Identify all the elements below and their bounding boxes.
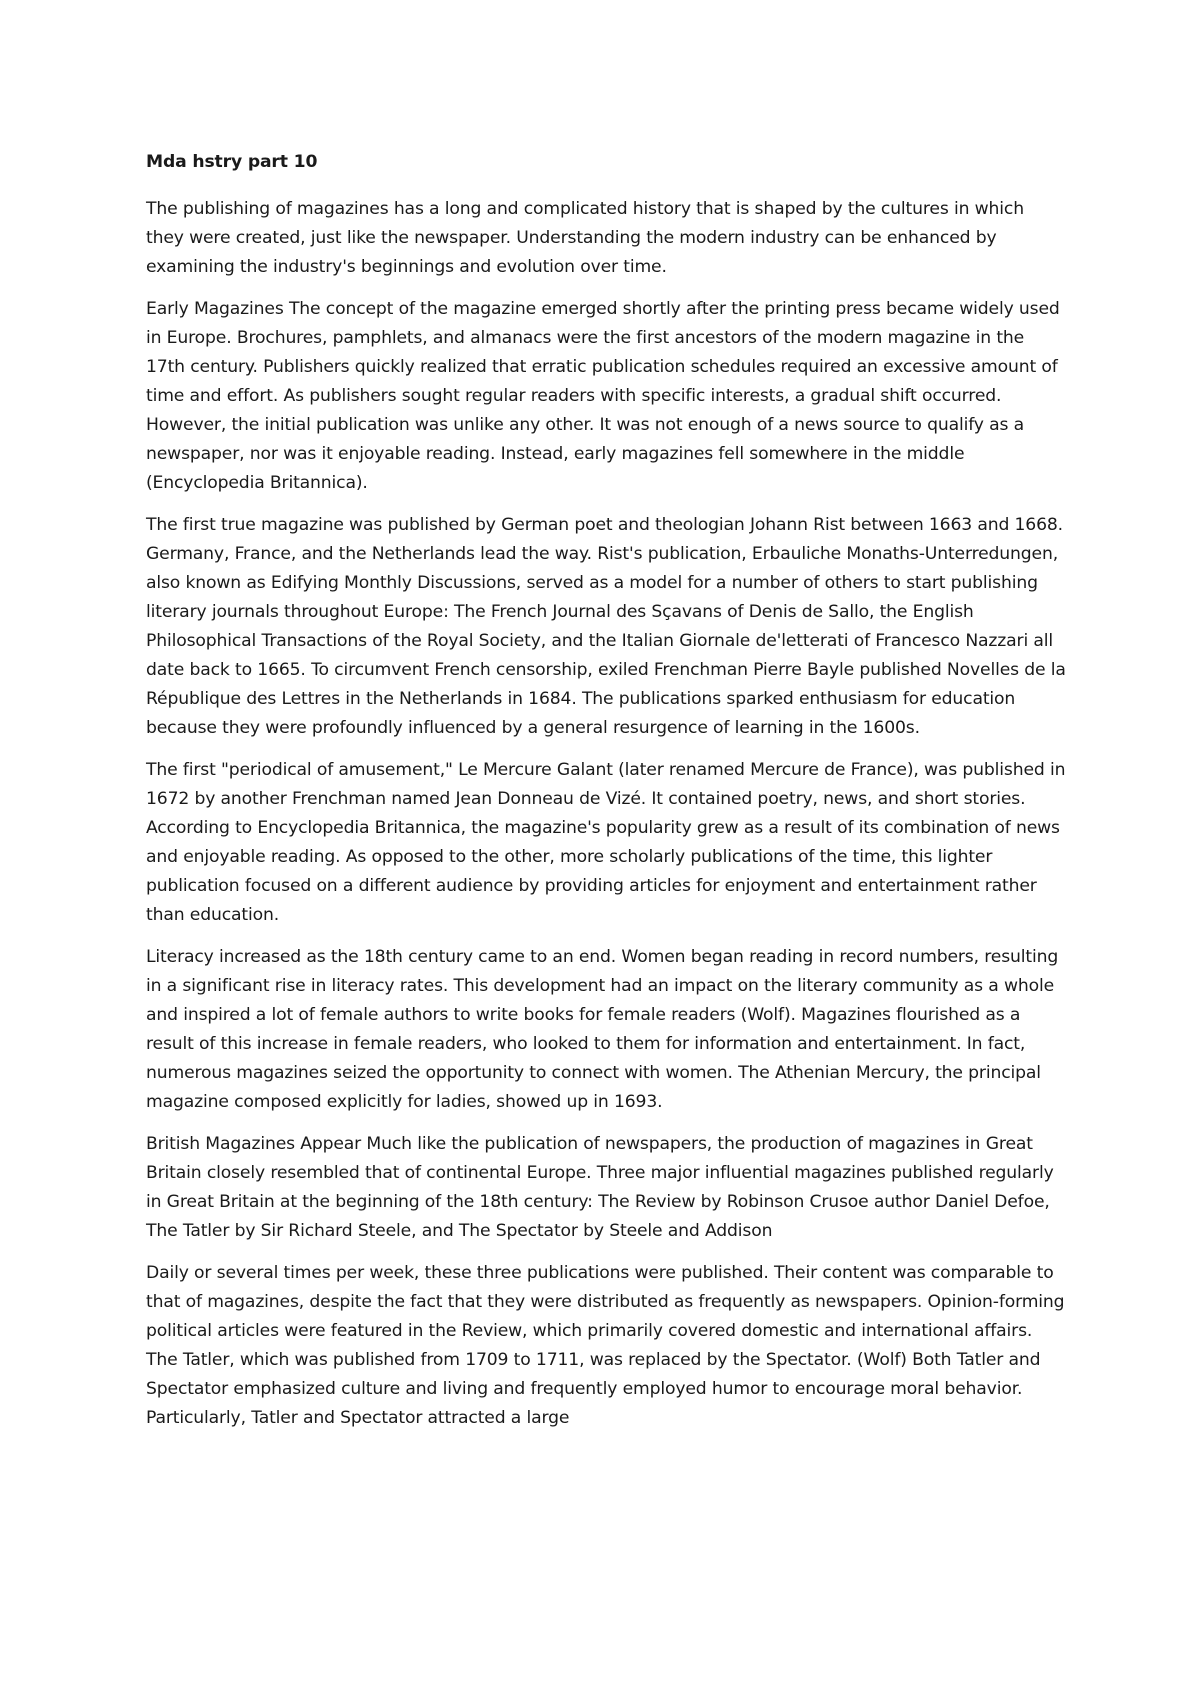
paragraph-british-magazines: British Magazines Appear Much like the publication of newspapers, the production of magazines in Great Britain closely resembled that of continental Europe. Three major influential magazines published regularly in Great Britain at the beginning of the 18th century: The Review by Robinson Crusoe author Daniel Defoe, The Tatler by Sir Richard Steele, and The Spectator by Steele and Addison	[146, 1134, 1054, 1241]
paragraph-first-true-magazine: The first true magazine was published by German poet and theologian Johann Rist between 1663 and 1668. Germany, France, and the Netherlands lead the way. Rist's publication, Erbauliche Monaths-Unterredungen, also known as Edifying Monthly Discussions, served as a model for a number of others to start publishing literary journals throughout Europe: The French Journal des Sçavans of Denis de Sallo, the English Philosophical Transactions of the Royal Society, and the Italian Giornale de'letterati of Francesco Nazzari all date back to 1665. To circumvent French censorship, exiled Frenchman Pierre Bayle published Novelles de la République des Lettres in the Netherlands in 1684. The publications sparked enthusiasm for education because they were profoundly influenced by a general resurgence of learning in the 1600s.	[146, 515, 1066, 738]
paragraph-literacy: Literacy increased as the 18th century came to an end. Women began reading in record numbers, resulting in a significant rise in literacy rates. This development had an impact on the literary community as a whole and inspired a lot of female authors to write books for female readers (Wolf). Magazines flourished as a result of this increase in female readers, who looked to them for information and entertainment. In fact, numerous magazines seized the opportunity to connect with women. The Athenian Mercury, the principal magazine composed explicitly for ladies, showed up in 1693.	[146, 947, 1059, 1112]
document-body	[146, 148, 1066, 1446]
document-title: Mda hstry part 10	[146, 152, 318, 172]
paragraph-early-magazines: Early Magazines The concept of the magazine emerged shortly after the printing press became widely used in Europe. Brochures, pamphlets, and almanacs were the first ancestors of the modern magazine in the 17th century. Publishers quickly realized that erratic publication schedules required an excessive amount of time and effort. As publishers sought regular readers with specific interests, a gradual shift occurred. However, the initial publication was unlike any other. It was not enough of a news source to qualify as a newspaper, nor was it enjoyable reading. Instead, early magazines fell somewhere in the middle (Encyclopedia Britannica).	[146, 299, 1060, 493]
paragraph-daily-publications: Daily or several times per week, these three publications were published. Their content was comparable to that of magazines, despite the fact that they were distributed as frequently as newspapers. Opinion-forming political articles were featured in the Review, which primarily covered domestic and international affairs. The Tatler, which was published from 1709 to 1711, was replaced by the Spectator. (Wolf) Both Tatler and Spectator emphasized culture and living and frequently employed humor to encourage moral behavior. Particularly, Tatler and Spectator attracted a large	[146, 1263, 1065, 1428]
paragraph-periodical-of-amusement: The first "periodical of amusement," Le Mercure Galant (later renamed Mercure de France), was published in 1672 by another Frenchman named Jean Donneau de Vizé. It contained poetry, news, and short stories. According to Encyclopedia Britannica, the magazine's popularity grew as a result of its combination of news and enjoyable reading. As opposed to the other, more scholarly publications of the time, this lighter publication focused on a different audience by providing articles for enjoyment and entertainment rather than education.	[146, 760, 1066, 925]
paragraph-intro: The publishing of magazines has a long and complicated history that is shaped by the cultures in which they were created, just like the newspaper. Understanding the modern industry can be enhanced by examining the industry's beginnings and evolution over time.	[146, 199, 1024, 277]
